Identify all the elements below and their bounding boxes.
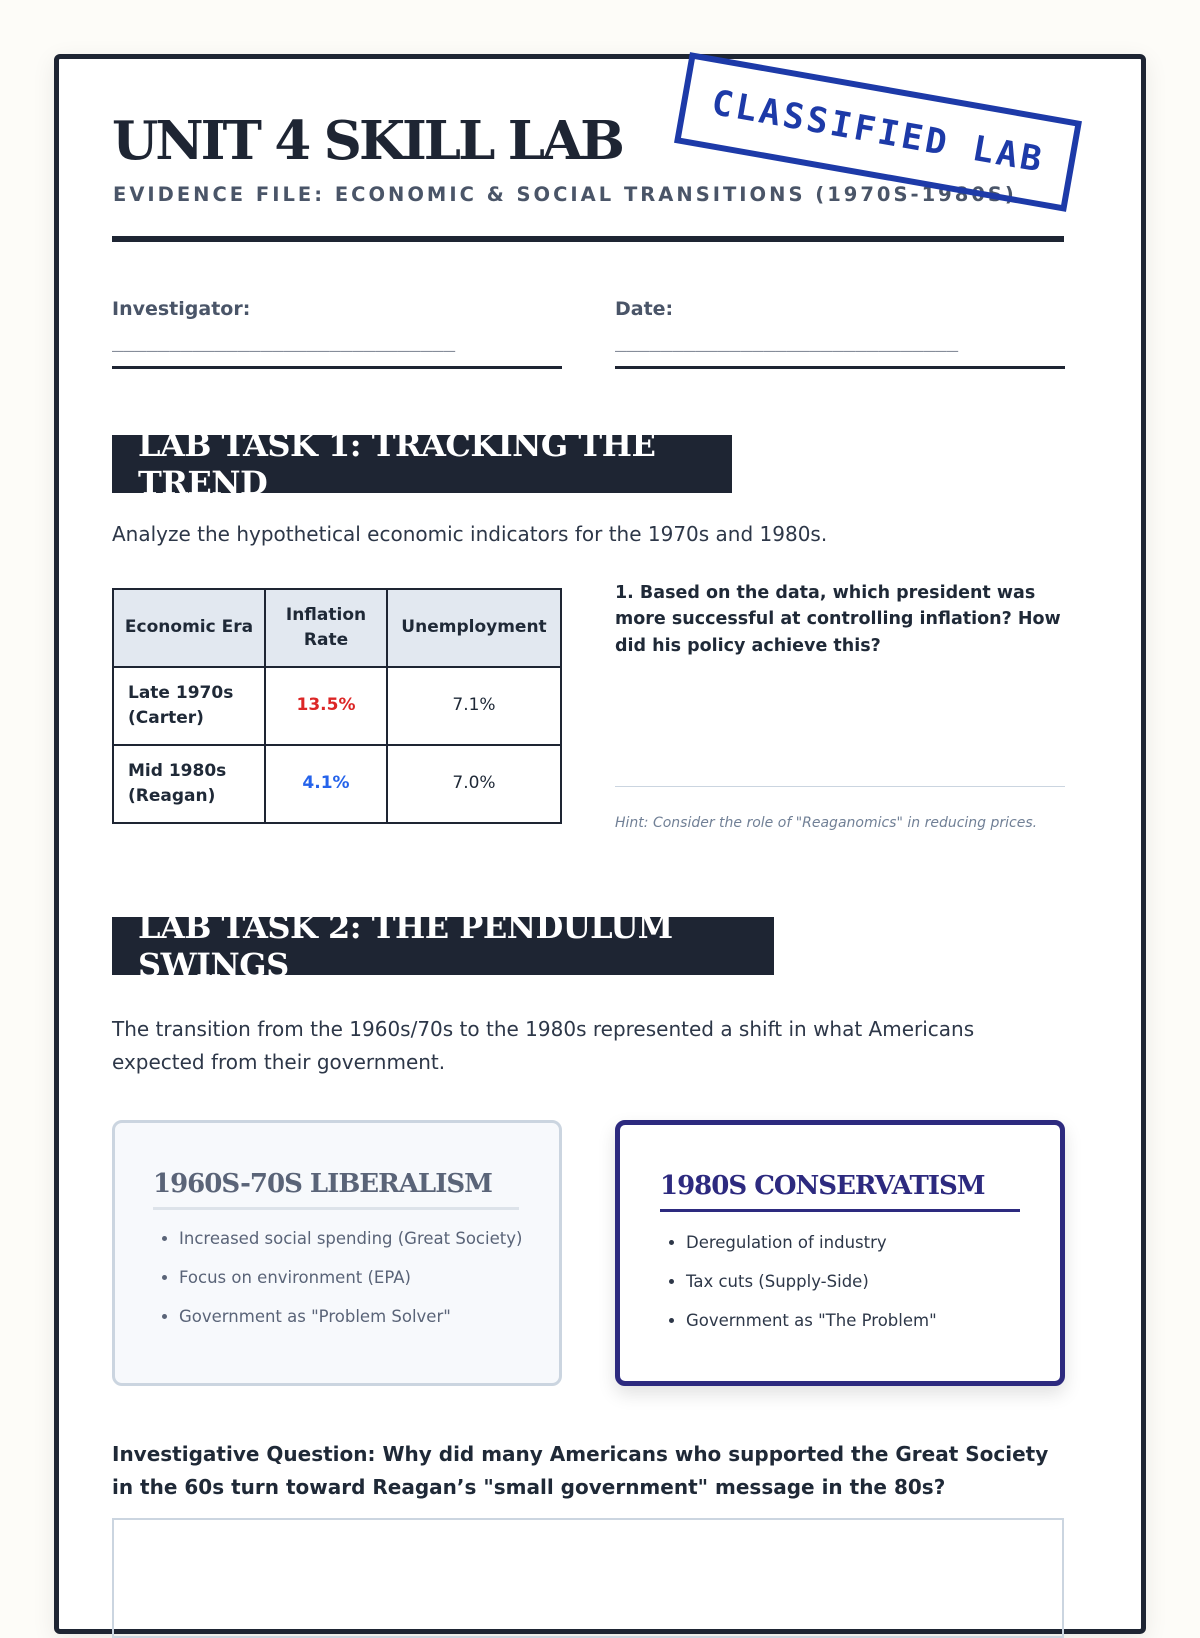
task2-heading: LAB TASK 2: THE PENDULUM SWINGS <box>112 917 774 975</box>
classified-stamp: CLASSIFIED LAB <box>674 52 1082 212</box>
list-item: • Government as "The Problem" <box>686 1311 937 1331</box>
list-item: • Increased social spending (Great Society) <box>179 1229 522 1249</box>
page-subtitle: EVIDENCE FILE: ECONOMIC & SOCIAL TRANSITIONS (1970S-1980S) <box>113 183 1017 206</box>
conservatism-title: 1980S CONSERVATISM <box>660 1171 1020 1212</box>
task1-heading: LAB TASK 1: TRACKING THE TREND <box>112 435 732 493</box>
table-header-row <box>113 589 561 667</box>
list-item: • Tax cuts (Supply-Side) <box>686 1272 937 1292</box>
date-label: Date: <box>615 298 674 320</box>
era-cell: Late 1970s (Carter) <box>113 667 265 745</box>
column-header-inflation: Inflation Rate <box>265 589 387 667</box>
unemployment-cell: 7.1% <box>387 667 561 745</box>
date-field[interactable]: ______________________________ <box>615 330 959 352</box>
investigator-underline <box>112 366 562 369</box>
task1-hint: Hint: Consider the role of "Reaganomics" in reducing prices. <box>615 815 1038 831</box>
liberalism-card <box>112 1120 562 1386</box>
inflation-cell: 4.1% <box>265 745 387 823</box>
task1-question: 1. Based on the data, which president was more successful at controlling inflation? How did his policy achieve this? <box>615 583 1061 656</box>
column-header-unemployment: Unemployment <box>387 589 561 667</box>
column-header-era: Economic Era <box>113 589 265 667</box>
era-cell: Mid 1980s (Reagan) <box>113 745 265 823</box>
inflation-cell: 13.5% <box>265 667 387 745</box>
page-title: UNIT 4 SKILL LAB <box>112 110 622 172</box>
investigator-label: Investigator: <box>112 298 251 320</box>
date-underline <box>615 366 1065 369</box>
table-row <box>113 745 561 823</box>
task1-answer-line[interactable] <box>615 786 1065 787</box>
economic-indicators-table <box>112 588 562 824</box>
header-divider <box>112 236 1064 242</box>
worksheet-sheet <box>54 54 1146 1634</box>
task2-intro: The transition from the 1960s/70s to the 1980s represented a shift in what Americans expected from their government. <box>112 1017 975 1074</box>
conservatism-list <box>660 1233 937 1349</box>
liberalism-title: 1960S-70S LIBERALISM <box>153 1169 519 1210</box>
investigative-question: Investigative Question: Why did many Americans who supported the Great Society in the 60s turn toward Reagan’s "small government" message in the 80s? <box>112 1442 1049 1499</box>
task1-intro: Analyze the hypothetical economic indicators for the 1970s and 1980s. <box>112 522 828 546</box>
conservatism-card <box>615 1120 1065 1386</box>
table-row <box>113 667 561 745</box>
unemployment-cell: 7.0% <box>387 745 561 823</box>
investigator-field[interactable]: ______________________________ <box>112 330 456 352</box>
list-item: • Deregulation of industry <box>686 1233 937 1253</box>
liberalism-list <box>153 1229 522 1345</box>
list-item: • Government as "Problem Solver" <box>179 1307 522 1327</box>
investigative-answer-box[interactable] <box>112 1518 1064 1638</box>
list-item: • Focus on environment (EPA) <box>179 1268 522 1288</box>
